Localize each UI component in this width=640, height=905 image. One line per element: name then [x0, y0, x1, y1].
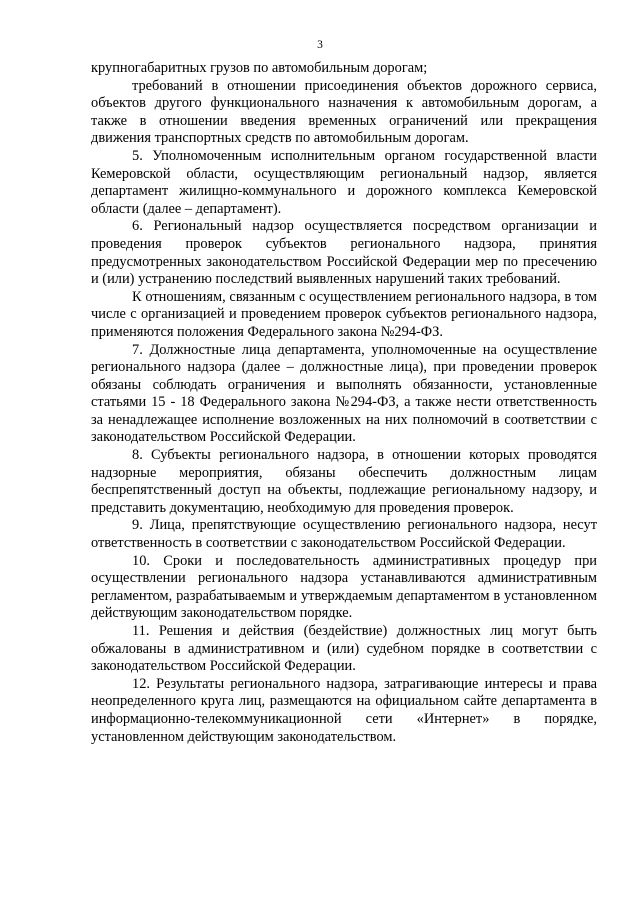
paragraph: крупногабаритных грузов по автомобильным дорогам;	[91, 60, 428, 76]
paragraph: 9. Лица, препятствующие осуществлению регионального надзора, несут ответственность в соответствии с законодательством Российской Федерации.	[91, 517, 597, 552]
page-number: 3	[317, 39, 323, 51]
paragraph: 5. Уполномоченным исполнительным органом государственной власти Кемеровской области, осуществляющим региональный надзор, является департамент жилищно-коммунального и дорожного комплекса Кемеровской области (далее – департамент).	[91, 147, 597, 217]
paragraph: требований в отношении присоединения объектов дорожного сервиса, объектов другого функционального назначения к автомобильным дорогам, а также в отношении введения временных ограничений или прекращения движения транспортных средств по автомобильным дорогам.	[91, 77, 597, 147]
paragraph: 10. Сроки и последовательность административных процедур при осуществлении регионального надзора устанавливаются административным регламентом, разрабатываемым и утверждаемым департаментом в установленном действующим законодательством порядке.	[91, 552, 597, 622]
paragraph: 11. Решения и действия (бездействие) должностных лиц могут быть обжалованы в административном и (или) судебном порядке в соответствии с законодательством Российской Федерации.	[91, 623, 597, 675]
paragraph: К отношениям, связанным с осуществлением регионального надзора, в том числе с организацией и проведением проверок субъектов регионального надзора, применяются положения Федерального закона №294-ФЗ.	[91, 288, 597, 340]
paragraph: 7. Должностные лица департамента, уполномоченные на осуществление регионального надзора (далее – должностные лица), при проведении проверок обязаны соблюдать ограничения и выполнять обязанности, установленные статьями 15 - 18 Федерального закона №294-ФЗ, а также нести ответственность за ненадлежащее исполнение возложенных на них полномочий в соответствии с законодательством Российской Федерации.	[91, 341, 597, 446]
paragraph: 12. Результаты регионального надзора, затрагивающие интересы и права неопределенного круга лиц, размещаются на официальном сайте департамента в информационно-телекоммуникационной сети «Интернет» в порядке, установленном действующим законодательством.	[91, 675, 597, 745]
paragraph: 6. Региональный надзор осуществляется посредством организации и проведения проверок субъектов регионального надзора, принятия предусмотренных законодательством Российской Федерации мер по пресечению и (или) устранению последствий выявленных нарушений таких требований.	[91, 218, 597, 288]
document-body	[91, 60, 597, 746]
paragraph: 8. Субъекты регионального надзора, в отношении которых проводятся надзорные мероприятия, обязаны обеспечить должностным лицам беспрепятственный доступ на объекты, подлежащие региональному надзору, и представить документацию, необходимую для проведения проверок.	[91, 447, 597, 516]
